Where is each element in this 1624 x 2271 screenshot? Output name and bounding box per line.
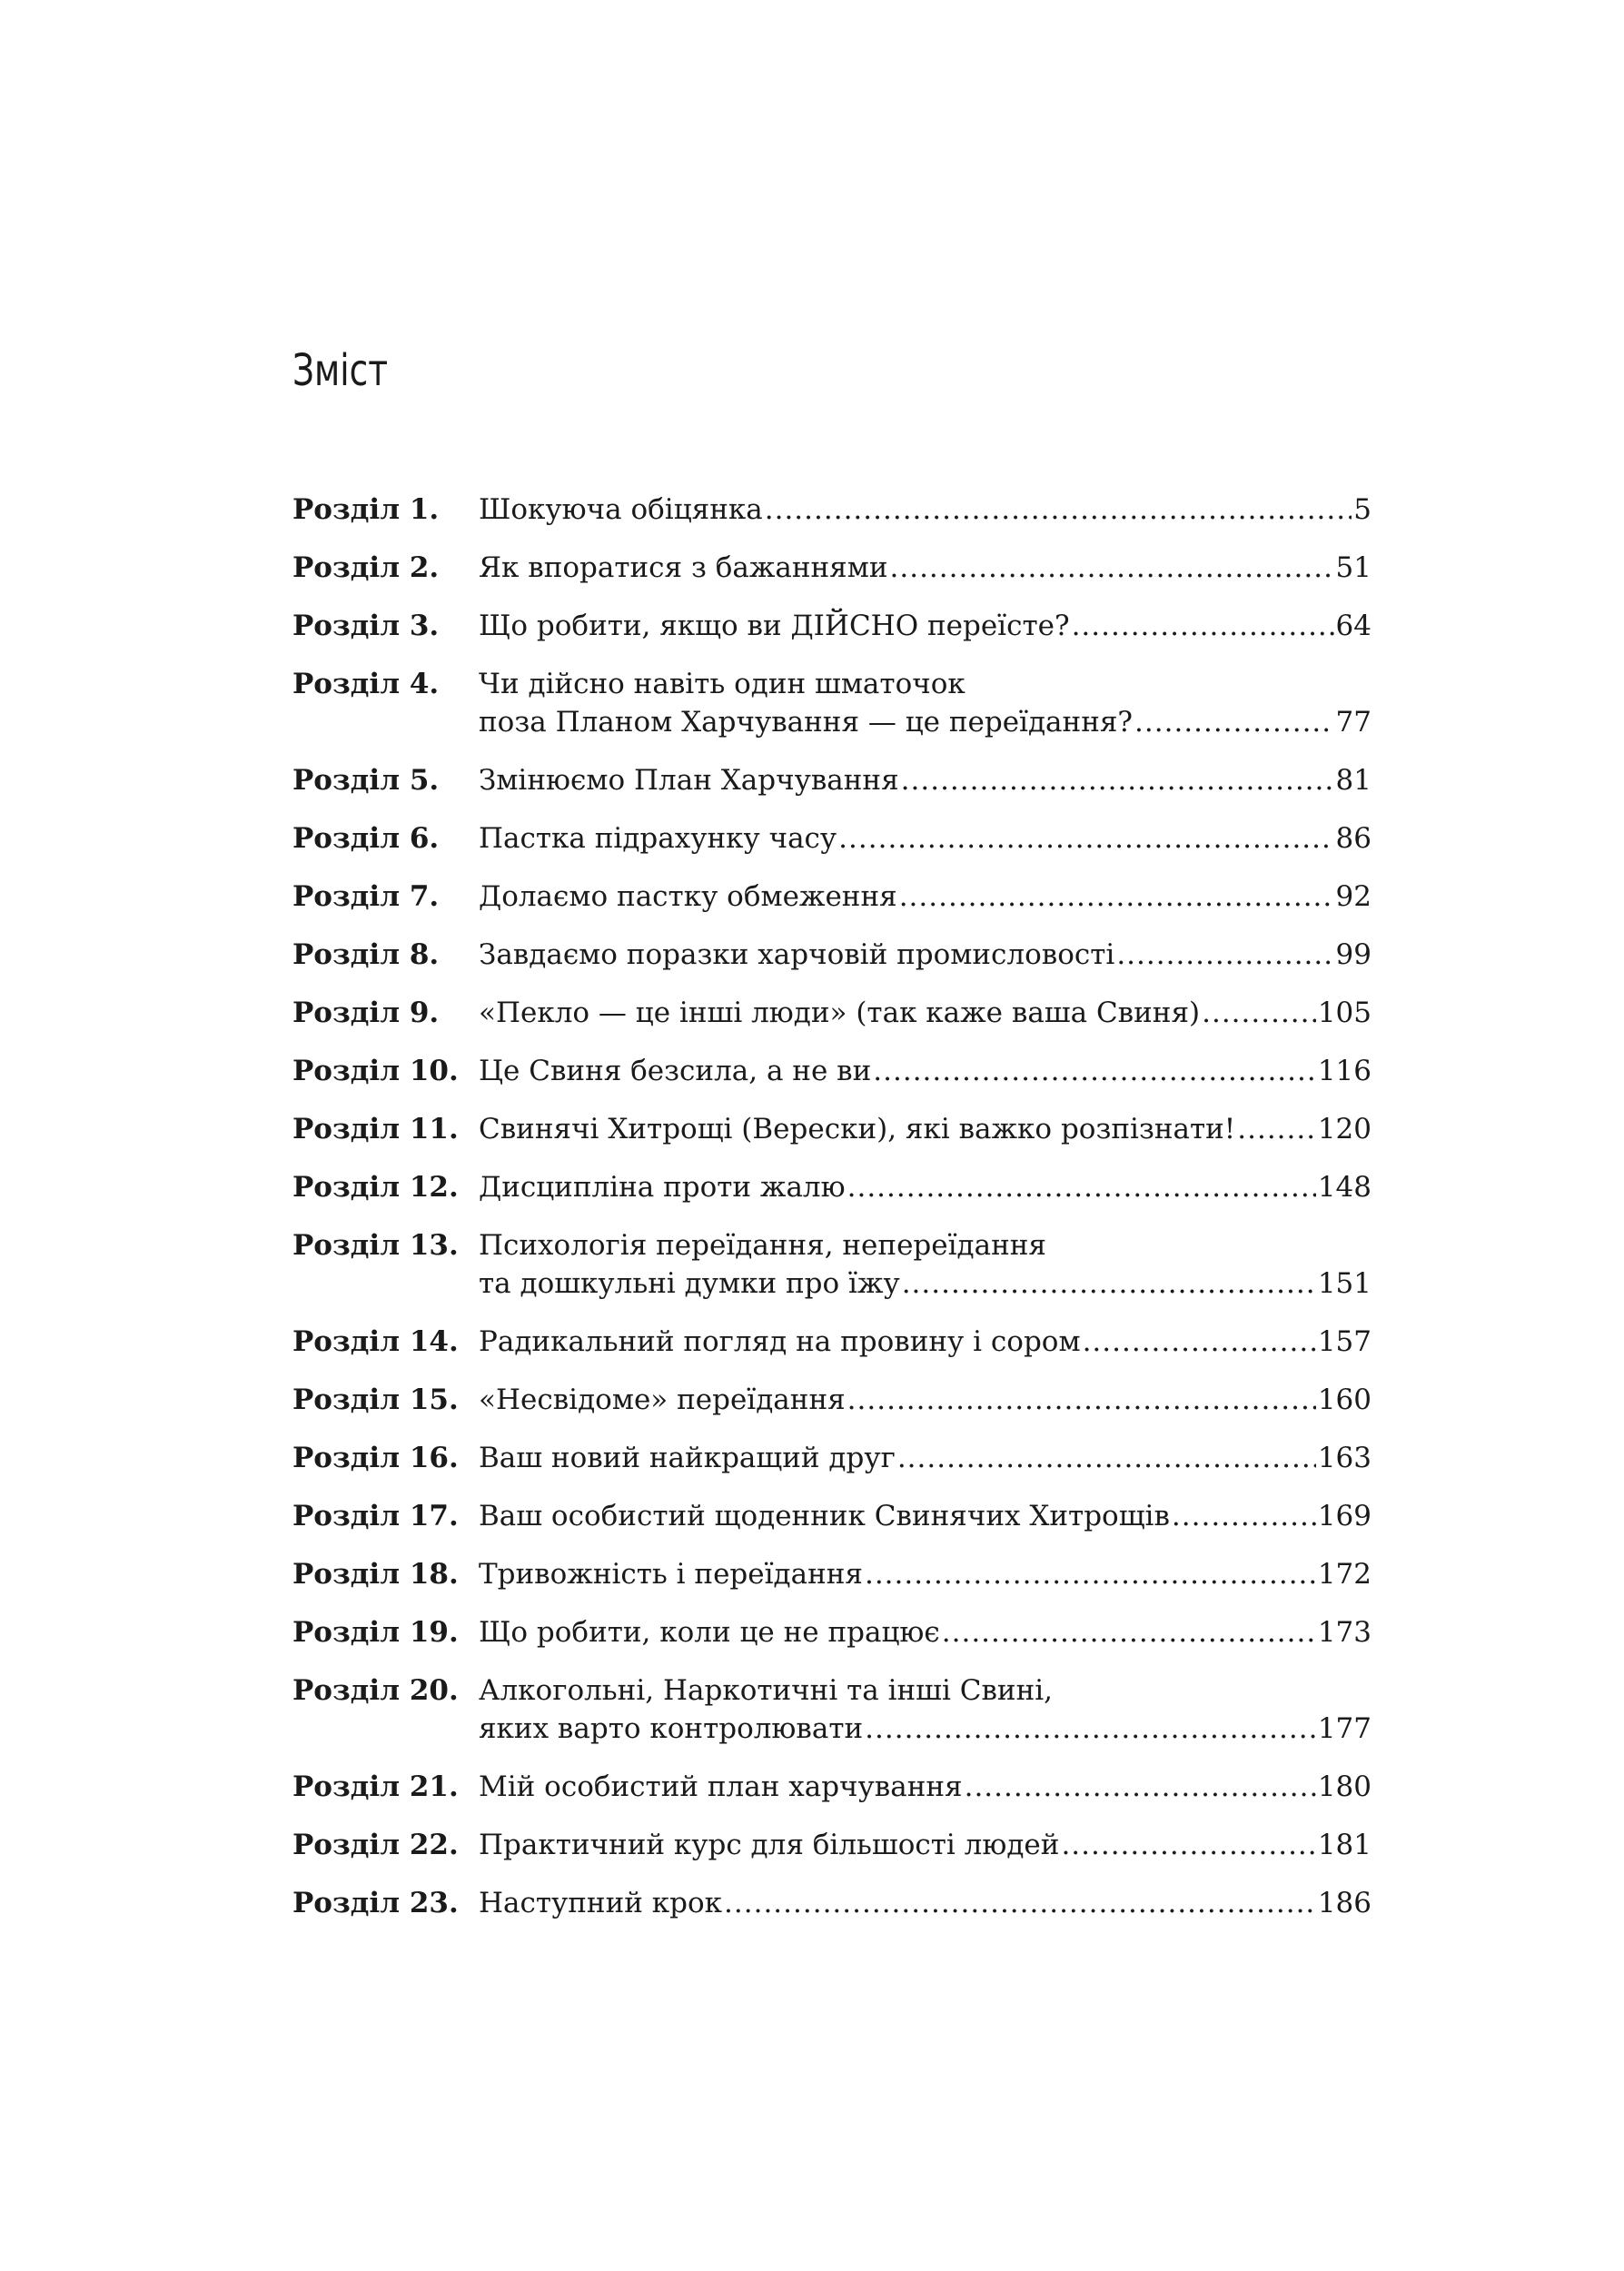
chapter-title-block — [479, 819, 1371, 858]
page-number: 77 — [1335, 706, 1371, 739]
chapter-title-block — [479, 1613, 1371, 1651]
chapter-title-block — [479, 1226, 1371, 1303]
chapter-number: Розділ 9. — [292, 997, 440, 1029]
chapter-title: Завдаємо поразки харчовій промисловості — [479, 938, 1115, 971]
dot-leader — [838, 819, 1333, 858]
chapter-title: Ваш особистий щоденник Свинячих Хитрощів — [479, 1500, 1170, 1532]
page-number: 157 — [1317, 1325, 1371, 1358]
dot-leader — [890, 549, 1334, 587]
chapter-title-block — [479, 1497, 1371, 1535]
toc-entry[interactable] — [292, 1884, 1371, 1922]
chapter-leader-line — [479, 936, 1371, 974]
page-number: 92 — [1335, 880, 1371, 913]
chapter-title-block — [479, 761, 1371, 799]
page-number: 81 — [1335, 764, 1371, 797]
chapter-leader-line — [479, 994, 1371, 1032]
chapter-leader-line — [479, 1710, 1371, 1748]
chapter-number: Розділ 10. — [292, 1055, 459, 1087]
table-of-contents — [292, 491, 1371, 1942]
toc-entry[interactable] — [292, 761, 1371, 799]
dot-leader — [847, 1168, 1316, 1206]
page-number: 177 — [1317, 1712, 1371, 1745]
dot-leader — [965, 1768, 1316, 1806]
chapter-leader-line — [479, 1323, 1371, 1361]
toc-entry[interactable] — [292, 1110, 1371, 1148]
dot-leader — [865, 1555, 1316, 1593]
chapter-title-block — [479, 1768, 1371, 1806]
chapter-number: Розділ 7. — [292, 880, 440, 913]
chapter-leader-line — [479, 607, 1371, 645]
chapter-leader-line — [479, 703, 1371, 741]
chapter-title: «Несвідоме» переїдання — [479, 1383, 846, 1416]
chapter-number: Розділ 16. — [292, 1442, 459, 1474]
toc-entry[interactable] — [292, 1168, 1371, 1206]
toc-entry[interactable] — [292, 878, 1371, 916]
page-number: 160 — [1317, 1383, 1371, 1416]
toc-entry[interactable] — [292, 1826, 1371, 1864]
chapter-number: Розділ 19. — [292, 1616, 459, 1649]
dot-leader — [1172, 1497, 1316, 1535]
chapter-leader-line — [479, 1439, 1371, 1477]
chapter-number: Розділ 17. — [292, 1500, 459, 1532]
chapter-leader-line — [479, 878, 1371, 916]
toc-entry[interactable] — [292, 1671, 1371, 1748]
chapter-title: Мій особистий план харчування — [479, 1770, 963, 1803]
chapter-title: Як впоратися з бажаннями — [479, 551, 888, 584]
dot-leader — [1116, 936, 1333, 974]
toc-entry[interactable] — [292, 819, 1371, 858]
chapter-leader-line — [479, 1497, 1371, 1535]
chapter-number: Розділ 18. — [292, 1558, 459, 1591]
toc-entry[interactable] — [292, 607, 1371, 645]
chapter-title: Дисципліна проти жалю — [479, 1171, 846, 1204]
chapter-number: Розділ 22. — [292, 1829, 459, 1861]
dot-leader — [847, 1381, 1316, 1419]
chapter-title-block — [479, 1884, 1371, 1922]
chapter-leader-line — [479, 1613, 1371, 1651]
chapter-title-block — [479, 1439, 1371, 1477]
chapter-title: поза Планом Харчування — це переїдання? — [479, 706, 1134, 739]
chapter-title-block — [479, 1826, 1371, 1864]
chapter-title-block — [479, 1671, 1371, 1748]
chapter-leader-line — [479, 1884, 1371, 1922]
chapter-leader-line — [479, 1555, 1371, 1593]
chapter-number: Розділ 11. — [292, 1113, 459, 1145]
chapter-title: Практичний курс для більшості людей — [479, 1829, 1060, 1861]
dot-leader — [873, 1052, 1316, 1090]
chapter-title-block — [479, 607, 1371, 645]
dot-leader — [765, 491, 1352, 529]
toc-entry[interactable] — [292, 1381, 1371, 1419]
chapter-title-block — [479, 1052, 1371, 1090]
chapter-number: Розділ 20. — [292, 1674, 459, 1707]
dot-leader — [899, 878, 1334, 916]
toc-entry[interactable] — [292, 1052, 1371, 1090]
chapter-title: Пастка підрахунку часу — [479, 822, 837, 855]
chapter-title: Змінюємо План Харчування — [479, 764, 899, 797]
chapter-leader-line — [479, 1264, 1371, 1303]
chapter-leader-line — [479, 491, 1371, 529]
chapter-title: та дошкульні думки про їжу — [479, 1267, 900, 1300]
toc-entry[interactable] — [292, 1768, 1371, 1806]
chapter-leader-line — [479, 761, 1371, 799]
toc-entry[interactable] — [292, 1226, 1371, 1303]
chapter-title: яких варто контролювати — [479, 1712, 864, 1745]
dot-leader — [901, 761, 1334, 799]
toc-entry[interactable] — [292, 1439, 1371, 1477]
page-number: 99 — [1335, 938, 1371, 971]
dot-leader — [897, 1439, 1316, 1477]
page-number: 163 — [1317, 1442, 1371, 1474]
chapter-number: Розділ 23. — [292, 1887, 459, 1919]
chapter-leader-line — [479, 819, 1371, 858]
chapter-leader-line — [479, 549, 1371, 587]
dot-leader — [942, 1613, 1316, 1651]
dot-leader — [865, 1710, 1316, 1748]
chapter-number: Розділ 5. — [292, 764, 440, 797]
toc-entry[interactable] — [292, 491, 1371, 529]
chapter-title-block — [479, 1381, 1371, 1419]
chapter-leader-line — [479, 1110, 1371, 1148]
page-number: 5 — [1353, 493, 1371, 526]
chapter-number: Розділ 12. — [292, 1171, 459, 1204]
chapter-title: Що робити, коли це не працює — [479, 1616, 940, 1649]
page-number: 172 — [1317, 1558, 1371, 1591]
chapter-number: Розділ 3. — [292, 610, 440, 642]
chapter-title: Наступний крок — [479, 1887, 723, 1919]
dot-leader — [1134, 703, 1334, 741]
chapter-title-first-line: Алкогольні, Наркотичні та інші Свині, — [479, 1674, 1054, 1707]
chapter-number: Розділ 4. — [292, 668, 440, 700]
chapter-number: Розділ 15. — [292, 1383, 459, 1416]
chapter-title-block — [479, 1110, 1371, 1148]
chapter-title-block — [479, 1555, 1371, 1593]
chapter-title-block — [479, 549, 1371, 587]
chapter-title-block — [479, 1323, 1371, 1361]
chapter-title-block — [479, 878, 1371, 916]
chapter-leader-line — [479, 1826, 1371, 1864]
chapter-number: Розділ 21. — [292, 1770, 459, 1803]
dot-leader — [1072, 607, 1334, 645]
chapter-leader-line — [479, 1768, 1371, 1806]
chapter-title: Тривожність і переїдання — [479, 1558, 863, 1591]
chapter-title: Це Свиня безсила, а не ви — [479, 1055, 872, 1087]
page-number: 180 — [1317, 1770, 1371, 1803]
dot-leader — [724, 1884, 1316, 1922]
page-number: 64 — [1335, 610, 1371, 642]
chapter-title-block — [479, 491, 1371, 529]
chapter-title-block — [479, 936, 1371, 974]
toc-entry[interactable] — [292, 1323, 1371, 1361]
chapter-title-first-line: Психологія переїдання, непереїдання — [479, 1229, 1046, 1262]
toc-entry[interactable] — [292, 1497, 1371, 1535]
dot-leader — [1202, 994, 1316, 1032]
page-title: Зміст — [292, 345, 389, 396]
page-number: 181 — [1317, 1829, 1371, 1861]
chapter-title-block — [479, 994, 1371, 1032]
page-number: 186 — [1317, 1887, 1371, 1919]
chapter-title: Свинячі Хитрощі (Верески), які важко розпізнати! — [479, 1113, 1236, 1145]
page-number: 148 — [1317, 1171, 1371, 1204]
dot-leader — [1083, 1323, 1316, 1361]
chapter-title: Ваш новий найкращий друг — [479, 1442, 896, 1474]
page-number: 105 — [1317, 997, 1371, 1029]
chapter-number: Розділ 6. — [292, 822, 440, 855]
chapter-leader-line — [479, 1052, 1371, 1090]
page-number: 169 — [1317, 1500, 1371, 1532]
toc-entry[interactable] — [292, 936, 1371, 974]
chapter-title: Радикальний погляд на провину і сором — [479, 1325, 1081, 1358]
toc-entry[interactable] — [292, 549, 1371, 587]
toc-entry[interactable] — [292, 1613, 1371, 1651]
chapter-title: Долаємо пастку обмеження — [479, 880, 897, 913]
dot-leader — [1237, 1110, 1316, 1148]
chapter-number: Розділ 13. — [292, 1229, 459, 1262]
toc-entry[interactable] — [292, 994, 1371, 1032]
chapter-number: Розділ 8. — [292, 938, 440, 971]
chapter-title: Що робити, якщо ви ДІЙСНО переїсте? — [479, 610, 1070, 642]
chapter-title: Шокуюча обіцянка — [479, 493, 763, 526]
chapter-title-first-line: Чи дійсно навіть один шматочок — [479, 668, 965, 700]
chapter-number: Розділ 2. — [292, 551, 440, 584]
page-number: 173 — [1317, 1616, 1371, 1649]
page-number: 151 — [1317, 1267, 1371, 1300]
chapter-title-block — [479, 665, 1371, 741]
chapter-title: «Пекло — це інші люди» (так каже ваша Свиня) — [479, 997, 1201, 1029]
chapter-leader-line — [479, 1168, 1371, 1206]
toc-entry[interactable] — [292, 1555, 1371, 1593]
page-number: 86 — [1335, 822, 1371, 855]
dot-leader — [902, 1264, 1316, 1303]
chapter-number: Розділ 14. — [292, 1325, 459, 1358]
dot-leader — [1061, 1826, 1315, 1864]
toc-entry[interactable] — [292, 665, 1371, 741]
page-number: 51 — [1335, 551, 1371, 584]
chapter-number: Розділ 1. — [292, 493, 440, 526]
chapter-title-block — [479, 1168, 1371, 1206]
chapter-leader-line — [479, 1381, 1371, 1419]
page-number: 120 — [1317, 1113, 1371, 1145]
page-number: 116 — [1317, 1055, 1371, 1087]
